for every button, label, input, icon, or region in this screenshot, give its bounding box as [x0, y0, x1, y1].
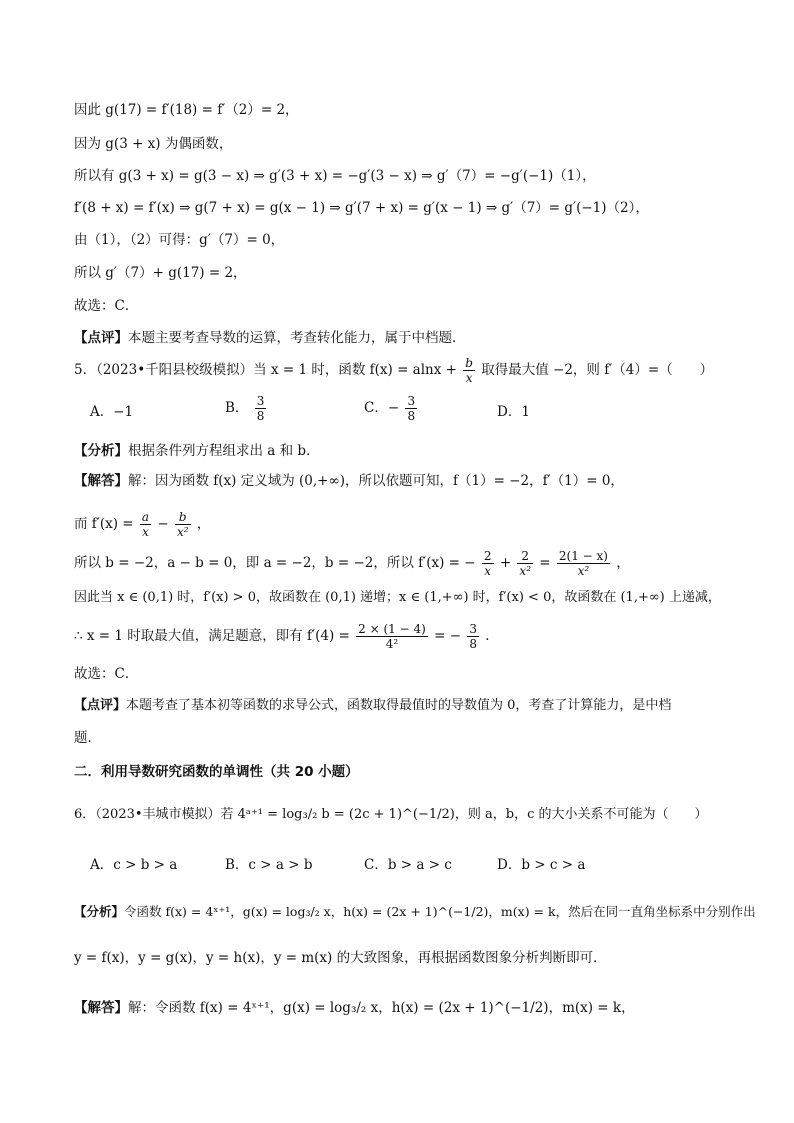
analysis-tag: 【分析】	[74, 443, 128, 459]
text-line: f′(8 + x) = f′(x) ⇒ g(7 + x) = g(x − 1) ⇒ g′(7 + x) = g′(x − 1) ⇒ g′（7）= g′(−1)（2），	[74, 200, 649, 216]
denominator: x²	[519, 564, 531, 578]
math-text: ，	[196, 516, 211, 532]
math-text: 而 f′(x) =	[74, 516, 134, 532]
option-a: A．−1	[90, 404, 134, 420]
stem-text: 取得最大值 −2，则 f′（4）=（ ）	[481, 362, 714, 378]
question-5-stem	[74, 356, 713, 385]
solution-text: 解：因为函数 f(x) 定义域为 (0,+∞)，所以依题可知，f（1）= −2，f′（1）= 0，	[128, 473, 624, 489]
solution-line	[74, 622, 499, 651]
option-label: B．	[225, 400, 249, 416]
comment-text: 本题考查了基本初等函数的求导公式，函数取得最值时的导数值为 0，考查了计算能力，是中档	[126, 698, 672, 713]
math-text: ．	[485, 628, 499, 644]
question-6-stem: 6．（2023•丰城市模拟）若 4ᵃ⁺¹ = log₃/₂ b = (2c + 1)^(−1/2)，则 a，b，c 的大小关系不可能为（ ）	[74, 807, 708, 822]
analysis-tag: 【分析】	[74, 904, 125, 919]
fraction	[255, 394, 267, 423]
stem-text: 5．（2023•千阳县校级模拟）当 x = 1 时，函数 f(x) = alnx +	[74, 362, 457, 378]
numerator: 2	[517, 549, 533, 564]
comment-tag: 【点评】	[74, 330, 128, 346]
math-text: +	[499, 555, 512, 571]
text-line: 因为 g(3 + x) 为偶函数，	[74, 136, 233, 152]
solution-line	[74, 471, 624, 491]
numerator: a	[141, 510, 150, 524]
solution-line	[74, 549, 630, 578]
solution-line	[74, 998, 635, 1018]
math-text: = −	[434, 628, 462, 644]
denominator: 8	[407, 409, 416, 423]
numerator: 3	[256, 394, 265, 408]
fraction	[482, 549, 494, 578]
numerator: 2 × (1 − 4)	[358, 622, 426, 636]
comment-line: 题．	[74, 730, 101, 746]
fraction	[517, 549, 533, 578]
analysis-line: y = f(x)，y = g(x)，y = h(x)，y = m(x) 的大致图象，再根据函数图象分析判断即可．	[74, 950, 607, 966]
option-b	[225, 394, 268, 423]
option-label: C．−	[364, 400, 400, 416]
numerator: 3	[469, 622, 477, 636]
analysis-line	[74, 441, 320, 461]
option-b: B．c > a > b	[225, 857, 313, 873]
text-line: 由（1），（2）可得：g′（7）= 0，	[74, 232, 285, 248]
solution-tag: 【解答】	[74, 473, 128, 489]
comment-tag: 【点评】	[74, 698, 127, 713]
numerator: b	[465, 356, 473, 370]
comment-line	[74, 696, 671, 716]
analysis-text: 令函数 f(x) = 4ˣ⁺¹，g(x) = log₃/₂ x，h(x) = (2x + 1)^(−1/2)，m(x) = k，然后在同一直角坐标系中分别作出	[124, 904, 756, 919]
comment-text: 本题主要考查导数的运算，考查转化能力，属于中档题．	[128, 330, 466, 346]
denominator: 4²	[385, 637, 399, 651]
option-c	[364, 394, 419, 423]
fraction	[557, 549, 610, 578]
math-text: 所以 b = −2，a − b = 0，即 a = −2，b = −2，所以 f′(x) = −	[74, 555, 476, 571]
option-d: D．b > c > a	[497, 857, 586, 873]
answer-line: 故选：C．	[74, 298, 139, 314]
denominator: 8	[256, 409, 265, 423]
analysis-text: 根据条件列方程组求出 a 和 b．	[128, 443, 320, 459]
math-text: −	[157, 516, 169, 532]
fraction	[140, 510, 151, 539]
math-text: =	[539, 555, 551, 571]
numerator: 2	[483, 549, 492, 563]
denominator: x²	[176, 525, 189, 539]
denominator: x	[465, 371, 473, 385]
fraction	[175, 510, 191, 539]
numerator: 2(1 − x)	[558, 549, 608, 563]
solution-tag: 【解答】	[74, 1000, 128, 1016]
numerator: b	[175, 510, 191, 525]
section-heading: 二．利用导数研究函数的单调性（共 20 小题）	[74, 764, 359, 780]
numerator: 3	[407, 394, 416, 408]
comment-line	[74, 328, 466, 348]
text-line: 因此 g(17) = f′(18) = f′（2）= 2，	[74, 102, 299, 118]
option-c: C．b > a > c	[364, 857, 452, 873]
math-text: ，	[616, 555, 630, 571]
denominator: x²	[577, 564, 590, 578]
fraction	[463, 356, 475, 385]
fraction	[467, 622, 479, 651]
solution-line: 因此当 x ∈ (0,1) 时，f′(x) > 0，故函数在 (0,1) 递增；x ∈ (1,+∞) 时，f′(x) < 0，故函数在 (1,+∞) 上递减，	[74, 590, 721, 605]
option-a: A．c > b > a	[90, 857, 178, 873]
answer-line: 故选：C．	[74, 666, 139, 682]
solution-line	[74, 510, 210, 539]
denominator: x	[142, 525, 149, 539]
analysis-line	[74, 902, 756, 922]
denominator: x	[484, 564, 492, 578]
fraction	[356, 622, 428, 651]
text-line: 所以 g′（7）+ g(17) = 2，	[74, 265, 247, 281]
option-d: D．1	[497, 404, 530, 420]
solution-text: 解：令函数 f(x) = 4ˣ⁺¹，g(x) = log₃/₂ x，h(x) = (2x + 1)^(−1/2)，m(x) = k，	[128, 1000, 635, 1016]
denominator: 8	[469, 637, 477, 651]
text-line: 所以有 g(3 + x) = g(3 − x) ⇒ g′(3 + x) = −g′(3 − x) ⇒ g′（7）= −g′(−1)（1），	[74, 168, 596, 184]
fraction	[405, 394, 417, 423]
math-text: ∴ x = 1 时取最大值，满足题意，即有 f′(4) =	[74, 628, 350, 644]
